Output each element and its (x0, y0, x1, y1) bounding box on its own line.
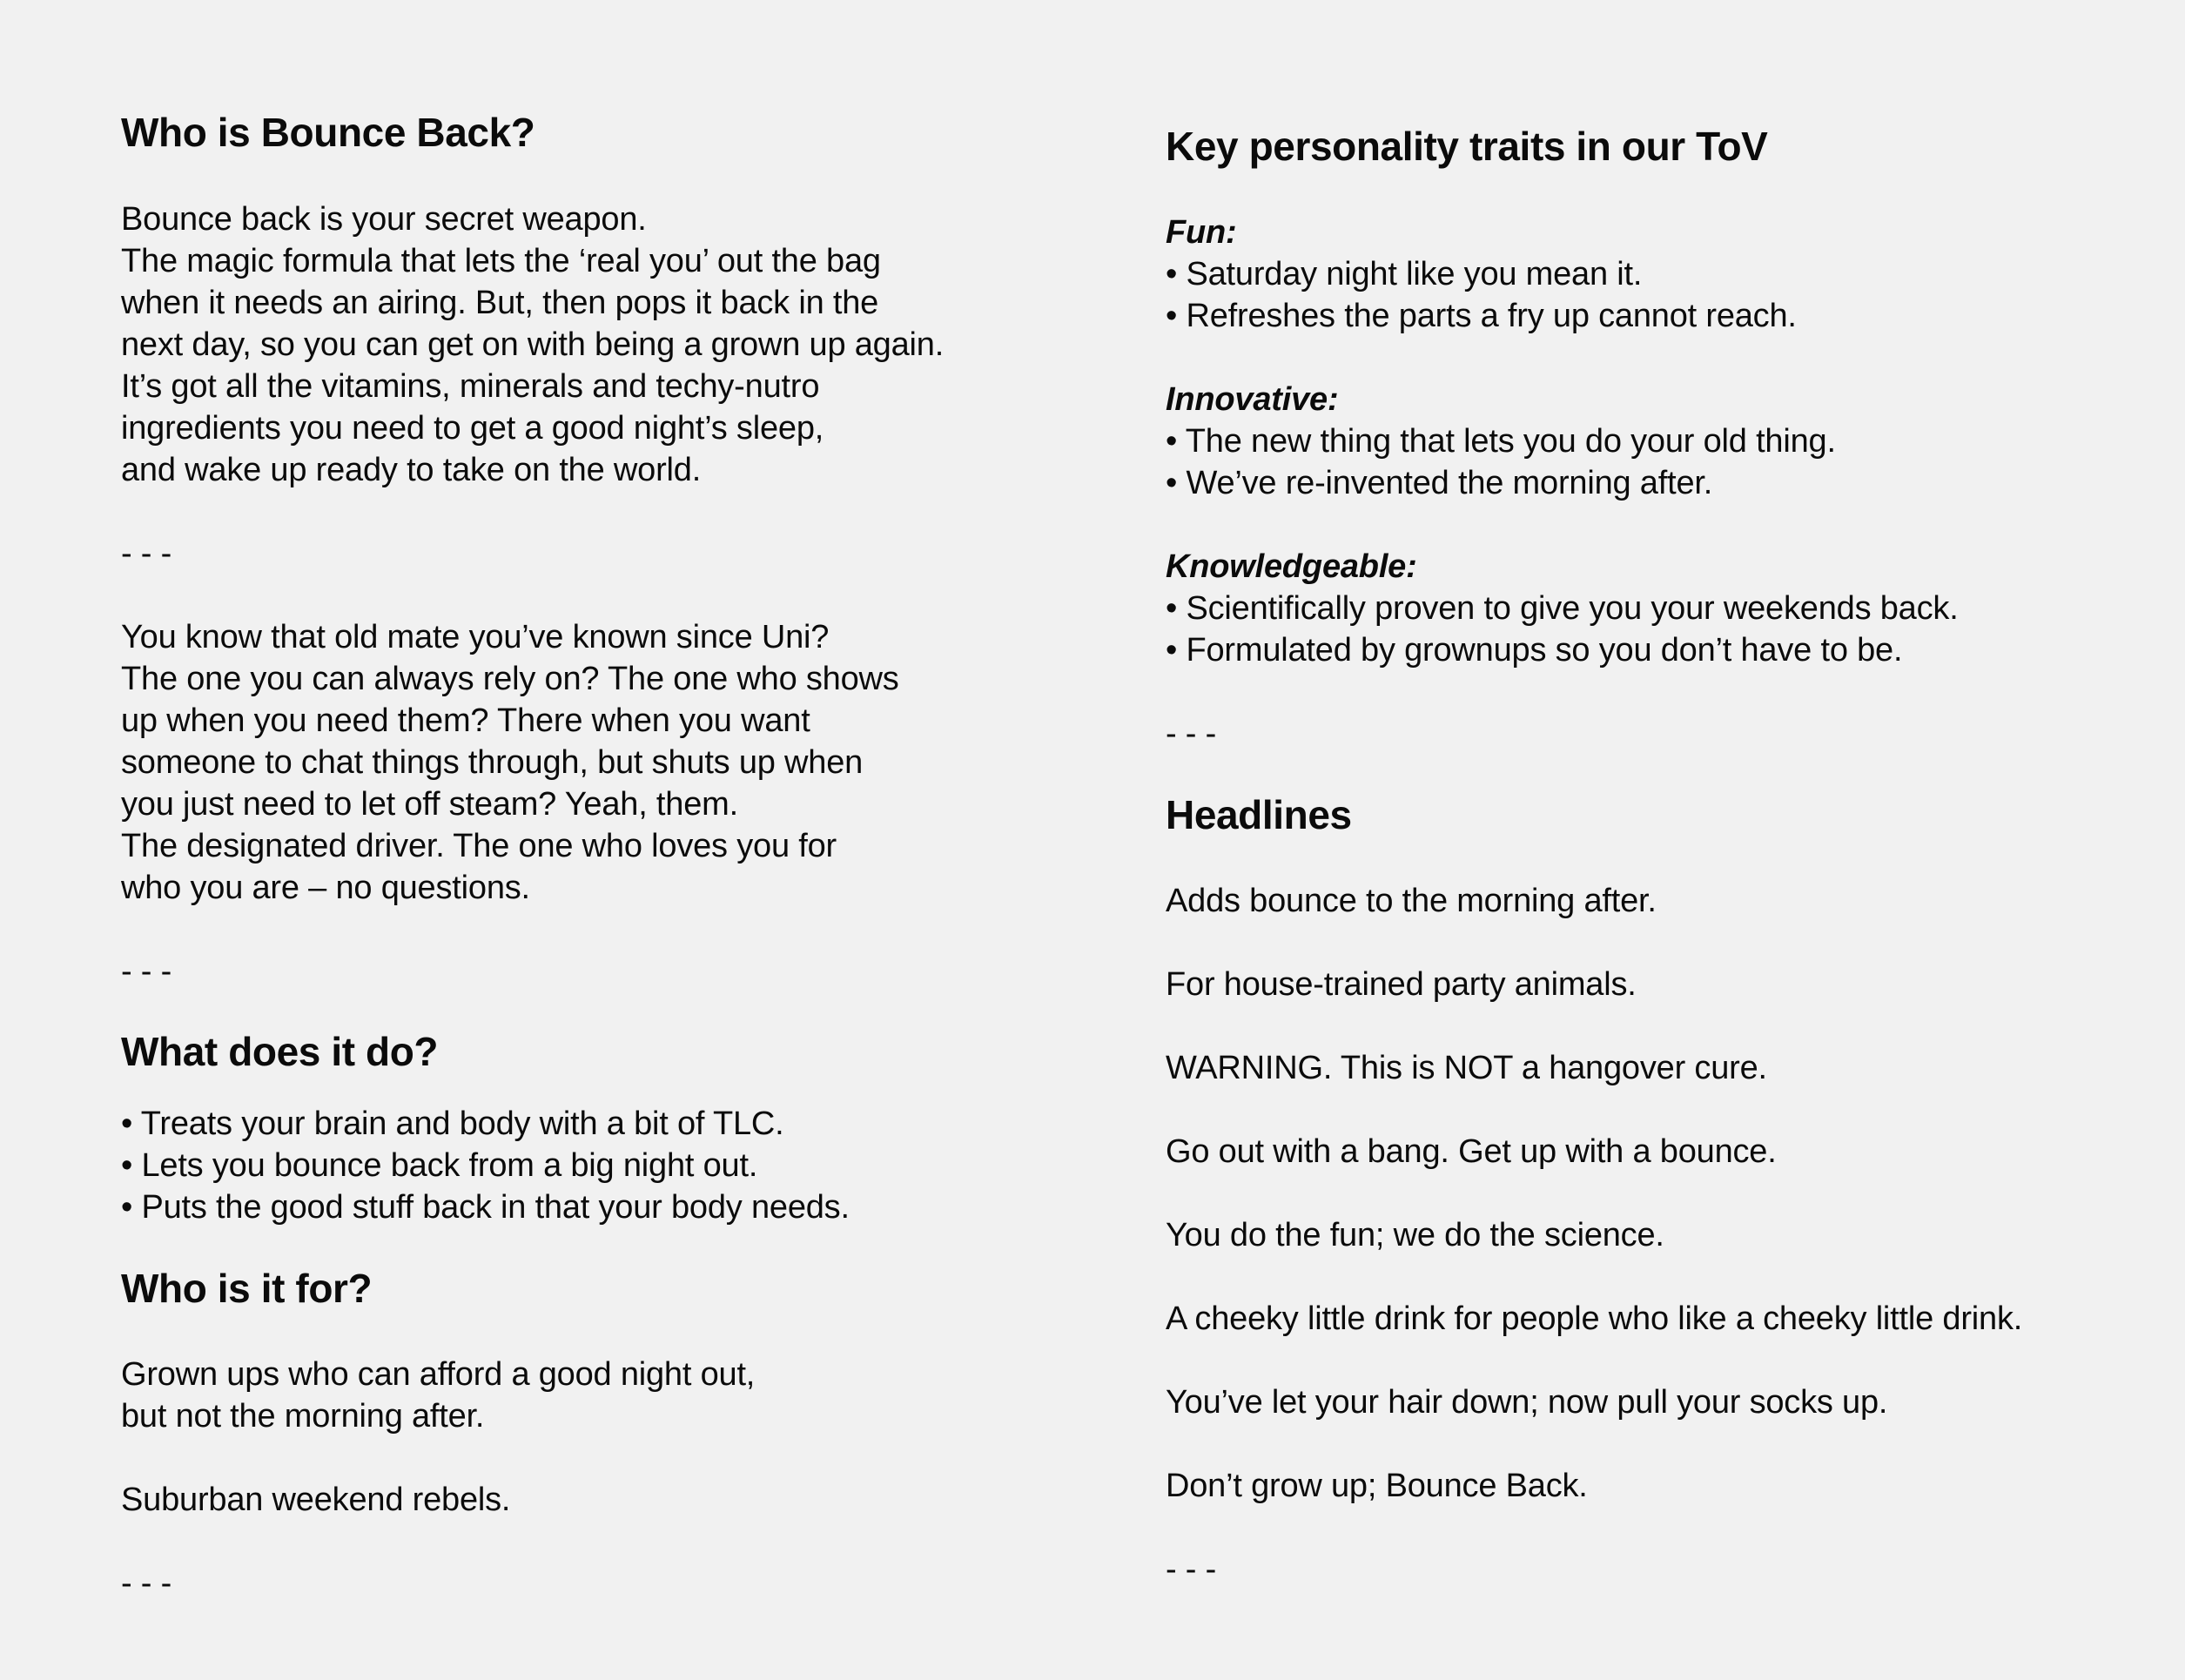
mate-line: The one you can always rely on? The one who shows (121, 661, 899, 697)
innovative-label: Innovative: (1166, 381, 1339, 418)
divider: - - - (121, 535, 172, 572)
divider: - - - (1166, 1551, 1217, 1588)
headline-item: Go out with a bang. Get up with a bounce. (1166, 1133, 1777, 1170)
mate-line: you just need to let off steam? Yeah, them. (121, 786, 738, 823)
who-line: ingredients you need to get a good night’s sleep, (121, 410, 824, 447)
innovative-item: • We’ve re-invented the morning after. (1166, 465, 1713, 501)
divider: - - - (121, 953, 172, 990)
mate-line: up when you need them? There when you want (121, 702, 810, 739)
headline-item: A cheeky little drink for people who like a cheeky little drink. (1166, 1300, 2023, 1337)
for-extra: Suburban weekend rebels. (121, 1482, 511, 1518)
fun-label: Fun: (1166, 214, 1237, 251)
key-traits-heading: Key personality traits in our ToV (1166, 124, 1768, 169)
headline-item: Don’t grow up; Bounce Back. (1166, 1468, 1588, 1504)
fun-item: • Saturday night like you mean it. (1166, 256, 1643, 292)
what-item: • Puts the good stuff back in that your body needs. (121, 1189, 850, 1226)
innovative-item: • The new thing that lets you do your old thing. (1166, 423, 1836, 460)
mate-line: The designated driver. The one who loves you for (121, 828, 837, 864)
what-item: • Lets you bounce back from a big night out. (121, 1147, 758, 1184)
mate-line: someone to chat things through, but shuts up when (121, 744, 864, 781)
headline-item: For house-trained party animals. (1166, 966, 1637, 1003)
who-line: It’s got all the vitamins, minerals and techy-nutro (121, 368, 820, 405)
headline-item: You’ve let your hair down; now pull your socks up. (1166, 1384, 1888, 1421)
who-is-bounce-back-heading: Who is Bounce Back? (121, 110, 535, 155)
who-is-it-for-heading: Who is it for? (121, 1266, 373, 1311)
mate-line: who you are – no questions. (121, 870, 530, 906)
knowledgeable-label: Knowledgeable: (1166, 548, 1417, 585)
headline-item: Adds bounce to the morning after. (1166, 883, 1657, 919)
for-line: but not the morning after. (121, 1398, 485, 1435)
mate-line: You know that old mate you’ve known since Uni? (121, 619, 830, 655)
who-line: when it needs an airing. But, then pops it back in the (121, 285, 879, 321)
who-line: The magic formula that lets the ‘real you’ out the bag (121, 243, 881, 279)
who-line: next day, so you can get on with being a grown up again. (121, 326, 945, 363)
knowledgeable-item: • Scientifically proven to give you your weekends back. (1166, 590, 1959, 627)
divider: - - - (121, 1565, 172, 1602)
for-line: Grown ups who can afford a good night out, (121, 1356, 756, 1393)
divider: - - - (1166, 716, 1217, 752)
what-does-it-do-heading: What does it do? (121, 1029, 439, 1074)
fun-item: • Refreshes the parts a fry up cannot reach. (1166, 298, 1797, 334)
who-line: and wake up ready to take on the world. (121, 452, 702, 488)
headlines-heading: Headlines (1166, 792, 1352, 837)
who-line: Bounce back is your secret weapon. (121, 201, 647, 238)
knowledgeable-item: • Formulated by grownups so you don’t have to be. (1166, 632, 1903, 669)
what-item: • Treats your brain and body with a bit of TLC. (121, 1105, 784, 1142)
headline-item: You do the fun; we do the science. (1166, 1217, 1664, 1253)
headline-item: WARNING. This is NOT a hangover cure. (1166, 1050, 1767, 1086)
